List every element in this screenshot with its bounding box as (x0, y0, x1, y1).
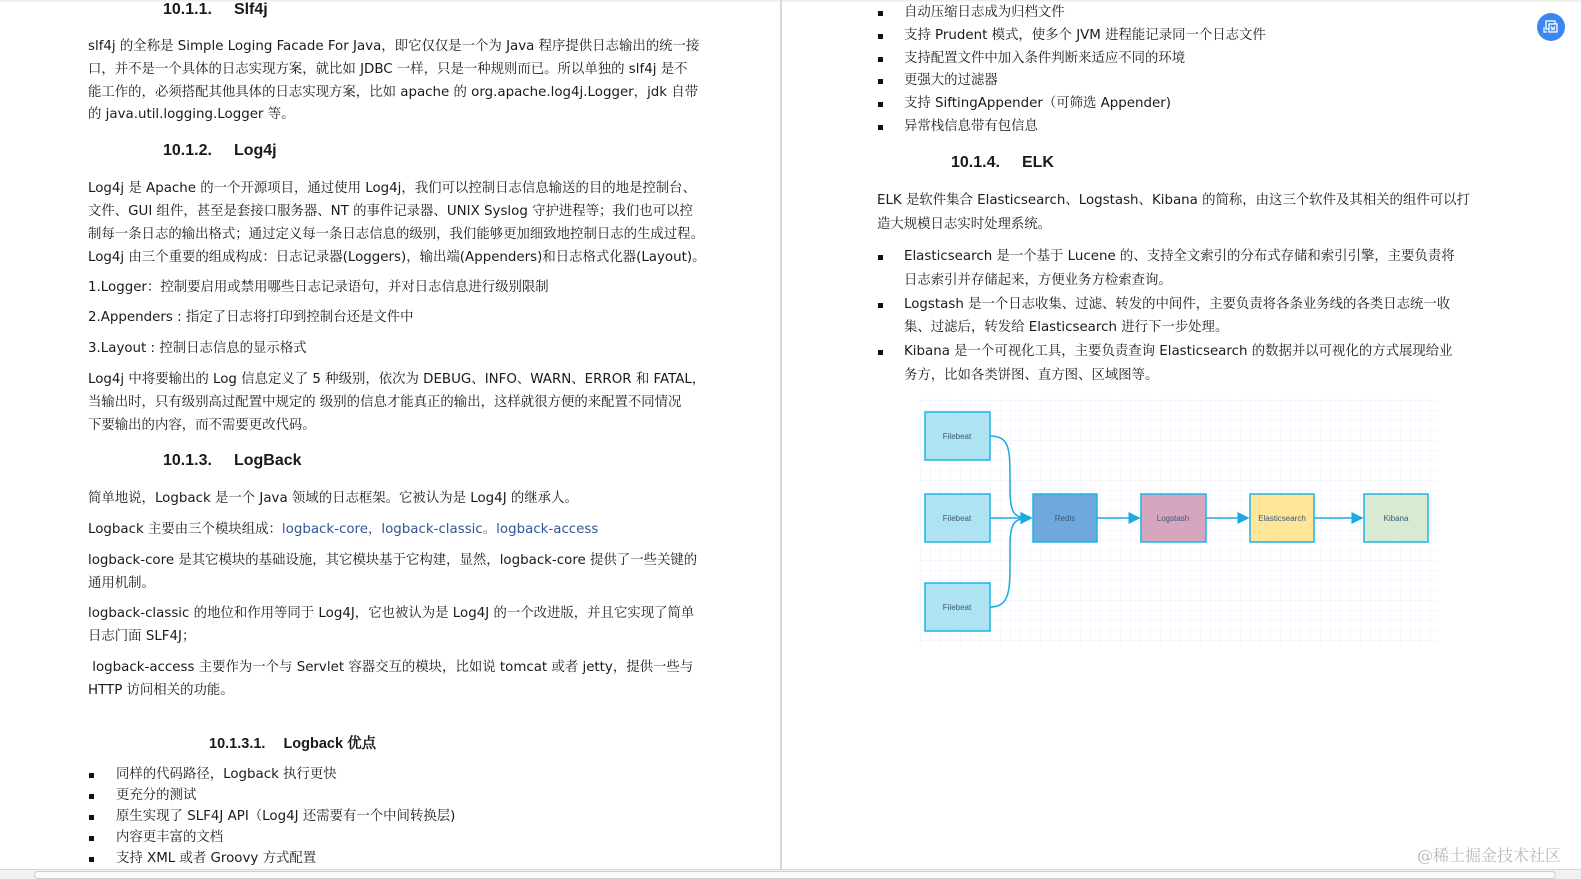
bullet-icon (878, 255, 883, 260)
separator: 。 (482, 522, 497, 537)
heading-number: 10.1.2. (163, 142, 212, 159)
bullet-icon (89, 857, 94, 862)
paragraph-line: 造大规模日志实时处理系统。 (877, 217, 1052, 232)
list-item: 内容更丰富的文档 (116, 830, 224, 845)
convert-to-word-icon (1537, 13, 1565, 41)
bullet-icon (878, 79, 883, 84)
heading-10-1-2 (163, 141, 277, 161)
list-item-cont: 集、过滤后，转发给 Elasticsearch 进行下一步处理。 (904, 320, 1229, 335)
paragraph-line: 口，并不是一个具体的日志实现方案，就比如 JDBC 一样，只是一种规则而已。所以单独的 slf4j 是不 (88, 62, 688, 77)
paragraph-line: 简单地说，Logback 是一个 Java 领域的日志框架。它被认为是 Log4J 的继承人。 (88, 491, 578, 506)
bullet-icon (878, 102, 883, 107)
bullet-icon (89, 815, 94, 820)
paragraph-line: 能工作的，必须搭配其他具体的日志实现方案，比如 apache 的 org.apache.log4j.Logger，jdk 自带 (88, 85, 699, 100)
link-logback-core[interactable]: logback-core (281, 522, 368, 537)
heading-title: LogBack (233, 452, 302, 469)
list-item: 3.Layout : 控制日志信息的显示格式 (88, 341, 307, 356)
paragraph-line: ELK 是软件集合 Elasticsearch、Logstash、Kibana 的简称，由这三个软件及其相关的组件可以打 (877, 193, 1470, 208)
paragraph-line: Log4j 中将要输出的 Log 信息定义了 5 种级别，依次为 DEBUG、INFO、WARN、ERROR 和 FATAL， (88, 372, 706, 387)
paragraph-line: logback-access 主要作为一个与 Servlet 容器交互的模块，比如说 tomcat 或者 jetty，提供一些与 (88, 660, 694, 675)
list-item: 2.Appenders : 指定了日志将打印到控制台还是文件中 (88, 310, 414, 325)
page-divider (780, 0, 782, 869)
heading-number: 10.1.1. (163, 1, 212, 18)
heading-number: 10.1.3.1. (209, 736, 266, 752)
paragraph-line: logback-classic 的地位和作用等同于 Log4J，它也被认为是 Log4J 的一个改进版，并且它实现了简单 (88, 606, 695, 621)
list-item: 支持 Prudent 模式，使多个 JVM 进程能记录同一个日志文件 (904, 28, 1266, 43)
bullet-icon (878, 303, 883, 308)
node-label: Filebeat (942, 514, 972, 523)
scrollbar-thumb[interactable] (34, 871, 1556, 879)
paragraph-line: 通用机制。 (88, 576, 155, 591)
paragraph-line: logback-core 是其它模块的基础设施，其它模块基于它构建，显然，logback-core 提供了一些关键的 (88, 553, 698, 568)
node-label: Elasticsearch (1258, 514, 1306, 523)
separator: ， (367, 522, 382, 537)
paragraph-line (88, 521, 598, 539)
list-item: 1.Logger：控制要启用或禁用哪些日志记录语句，并对日志信息进行级别限制 (88, 280, 549, 295)
list-item-cont: 日志索引并存储起来，方便业务方检索查询。 (904, 273, 1172, 288)
bullet-icon (89, 773, 94, 778)
list-item-cont: 务方，比如各类饼图、直方图、区域图等。 (904, 368, 1159, 383)
heading-10-1-3 (163, 451, 302, 471)
elk-architecture-diagram (900, 390, 1460, 660)
list-item: 支持配置文件中加入条件判断来适应不同的环境 (904, 51, 1186, 66)
bullet-icon (89, 836, 94, 841)
heading-title: ELK (1021, 154, 1054, 171)
paragraph-line: 制每一条日志的输出格式；通过定义每一条日志信息的级别，我们能够更加细致地控制日志的生成过程。 (88, 227, 704, 242)
list-item: 更充分的测试 (116, 788, 197, 803)
list-item: 自动压缩日志成为归档文件 (904, 5, 1065, 20)
list-item: 同样的代码路径，Logback 执行更快 (116, 767, 337, 782)
heading-title: Logback 优点 (283, 736, 377, 752)
heading-number: 10.1.3. (163, 452, 212, 469)
heading-number: 10.1.4. (951, 154, 1000, 171)
list-item: 支持 XML 或者 Groovy 方式配置 (116, 851, 317, 866)
list-item: 更强大的过滤器 (904, 73, 998, 88)
paragraph-line: 下要输出的内容，而不需要更改代码。 (88, 418, 316, 433)
list-item: Elasticsearch 是一个基于 Lucene 的、支持全文索引的分布式存储和索引引擎，主要负责将 (904, 249, 1455, 264)
heading-10-1-1 (163, 0, 268, 20)
bullet-icon (878, 350, 883, 355)
paragraph-line: Log4j 是 Apache 的一个开源项目，通过使用 Log4j，我们可以控制日志信息输送的目的地是控制台、 (88, 181, 696, 196)
bullet-icon (878, 57, 883, 62)
list-item: 异常栈信息带有包信息 (904, 119, 1038, 134)
paragraph-line: Log4j 由三个重要的组成构成：日志记录器(Loggers)，输出端(Appenders)和日志格式化器(Layout)。 (88, 250, 706, 265)
node-label: Logstash (1156, 514, 1190, 523)
list-item: Logstash 是一个日志收集、过滤、转发的中间件，主要负责将各条业务线的各类日志统一收 (904, 297, 1451, 312)
bullet-icon (878, 11, 883, 16)
paragraph-line: 当输出时，只有级别高过配置中规定的 级别的信息才能真正的输出，这样就很方便的来配置不同情况 (88, 395, 682, 410)
heading-10-1-4 (951, 153, 1054, 173)
list-item: 支持 SiftingAppender（可筛选 Appender) (904, 96, 1171, 111)
bullet-icon (878, 125, 883, 130)
paragraph-line: 的 java.util.logging.Logger 等。 (88, 107, 295, 122)
node-label: Kibana (1383, 514, 1409, 523)
paragraph-line: HTTP 访问相关的功能。 (88, 683, 234, 698)
paragraph-line: 文件、GUI 组件，甚至是套接口服务器、NT 的事件记录器、UNIX Syslog 守护进程等；我们也可以控 (88, 204, 693, 219)
convert-to-word-button[interactable] (1537, 13, 1565, 41)
heading-10-1-3-1 (209, 734, 376, 754)
watermark: @稀土掘金技术社区 (1416, 846, 1561, 865)
list-item: 原生实现了 SLF4J API（Log4J 还需要有一个中间转换层) (116, 809, 456, 824)
bullet-icon (878, 34, 883, 39)
paragraph-line: slf4j 的全称是 Simple Loging Facade For Java，即它仅仅是一个为 Java 程序提供日志输出的统一接 (88, 39, 700, 54)
link-logback-access[interactable]: logback-access (496, 522, 599, 537)
horizontal-scrollbar[interactable] (0, 869, 1581, 879)
text: Logback 主要由三个模块组成： (88, 522, 282, 537)
paragraph-line: 日志门面 SLF4J； (88, 629, 196, 644)
node-label: Filebeat (942, 603, 972, 612)
heading-title: Slf4j (233, 1, 268, 18)
node-label: Redis (1054, 514, 1076, 523)
list-item: Kibana 是一个可视化工具，主要负责查询 Elasticsearch 的数据并以可视化的方式展现给业 (904, 344, 1453, 359)
heading-title: Log4j (233, 142, 277, 159)
node-label: Filebeat (942, 432, 972, 441)
bullet-icon (89, 794, 94, 799)
link-logback-classic[interactable]: logback-classic (381, 522, 483, 537)
